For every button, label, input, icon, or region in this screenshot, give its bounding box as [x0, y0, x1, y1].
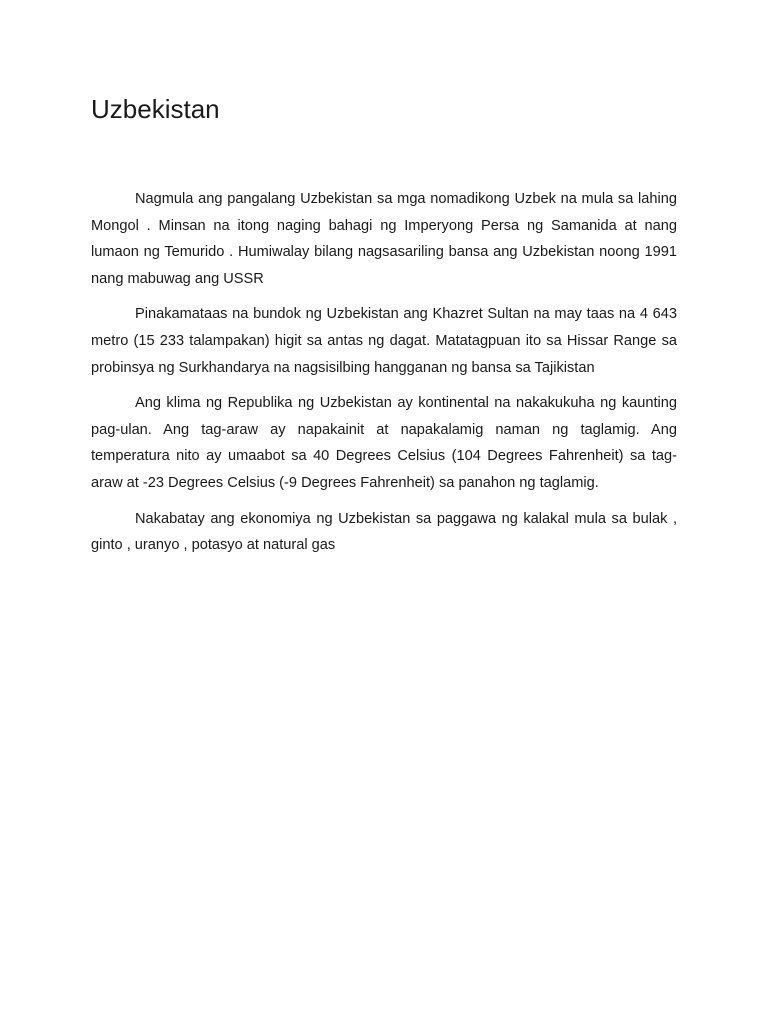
- paragraph-mountain: Pinakamataas na bundok ng Uzbekistan ang Khazret Sultan na may taas na 4 643 metro (15 233 talampakan) higit sa antas ng dagat. Matatagpuan ito sa Hissar Range sa probinsya ng Surkhandarya na nagsisilbing hangganan ng bansa sa Tajikistan: [91, 306, 677, 376]
- document-title: Uzbekistan: [91, 94, 220, 124]
- paragraph-origin: Nagmula ang pangalang Uzbekistan sa mga nomadikong Uzbek na mula sa lahing Mongol . Minsan na itong naging bahagi ng Imperyong Persa ng Samanida at nang lumaon ng Temurido . Humiwalay bilang nagsasariling bansa ang Uzbekistan noong 1991 nang mabuwag ang USSR: [91, 191, 677, 287]
- document-body: [91, 186, 677, 568]
- paragraph-climate: Ang klima ng Republika ng Uzbekistan ay kontinental na nakakukuha ng kaunting pag-ulan. Ang tag-araw ay napakainit at napakalamig naman ng taglamig. Ang temperatura nito ay umaabot sa 40 Degrees Celsius (104 Degrees Fahrenheit) sa tag-araw at -23 Degrees Celsius (-9 Degrees Fahrenheit) sa panahon ng taglamig.: [91, 395, 677, 491]
- paragraph-economy: Nakabatay ang ekonomiya ng Uzbekistan sa paggawa ng kalakal mula sa bulak , ginto , uranyo , potasyo at natural gas: [91, 510, 677, 554]
